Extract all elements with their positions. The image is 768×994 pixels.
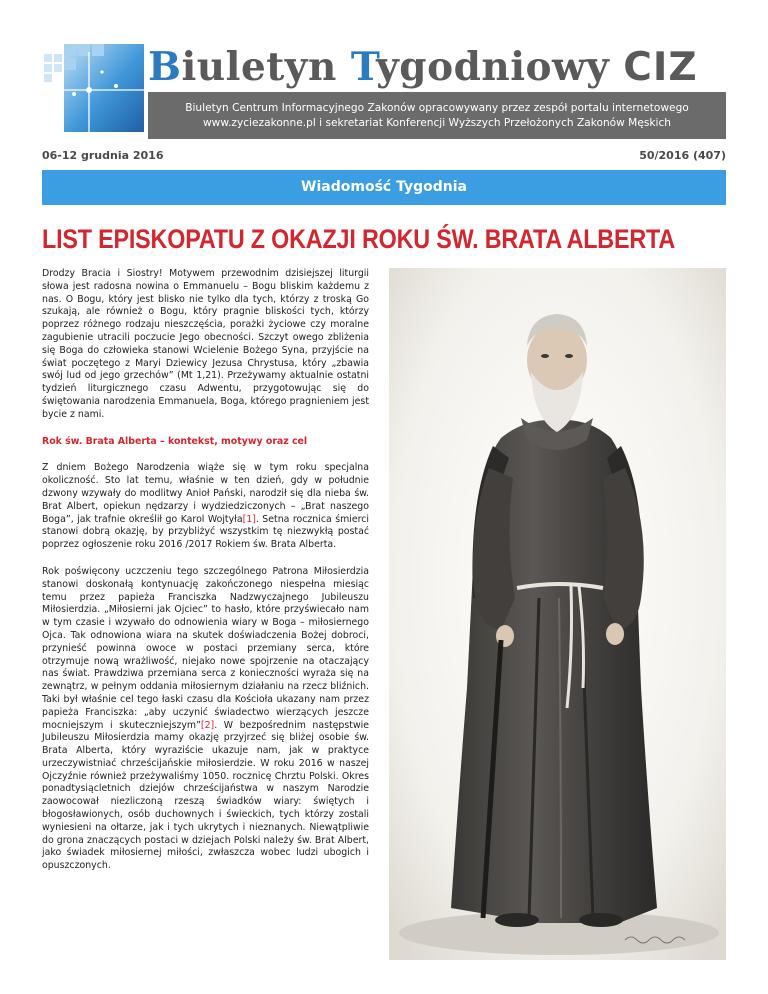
section-title-bar: Wiadomość Tygodnia	[42, 170, 726, 205]
title-initial-b: B	[148, 44, 182, 90]
footnote-ref-2[interactable]: [2]	[200, 719, 215, 731]
title-part-1: iuletyn	[181, 44, 351, 90]
paragraph-2-text-b: . Setna rocznica śmierci stanowi dobrą okazję, by przybliżyć wszystkim tę niezwykłą postać poprzez ogłoszenie roku 2016 /2017 Rokiem św. Brata Alberta.	[42, 513, 370, 551]
issue-date: 06-12 grudnia 2016	[42, 149, 164, 162]
masthead-title	[148, 44, 698, 94]
article-paragraph-3	[42, 566, 369, 873]
issue-number: 50/2016 (407)	[639, 149, 726, 162]
title-ciz: CIZ	[623, 45, 698, 90]
article-paragraph-2	[42, 462, 369, 552]
subtitle-line-2	[148, 116, 726, 131]
subtitle-line-1: Biuletyn Centrum Informacyjnego Zakonów opracowywany przez zespół portalu internetowego	[185, 102, 689, 114]
website-link[interactable]: www.zyciezakonne.pl	[203, 117, 316, 129]
paragraph-2-text-a: Z dniem Bożego Narodzenia wiąże się w tym roku specjalna okoliczność. Sto lat temu, właśnie w ten dzień, gdy w południe dzwony wzywały do modlitwy Anioł Pański, narodził się dla nieba św. Brat Albert, opiekun nędzarzy i wydziedziczonych – „Brat naszego Boga”, jak trafnie określił go Karol Wojtyła	[42, 462, 369, 525]
footnote-ref-1[interactable]: [1]	[242, 513, 256, 525]
article-headline: LIST EPISKOPATU Z OKAZJI ROKU ŚW. BRATA ALBERTA	[42, 224, 676, 254]
brother-albert-portrait	[389, 268, 726, 960]
article-subheading: Rok św. Brata Alberta – kontekst, motywy oraz cel	[42, 435, 308, 447]
article-body	[42, 268, 369, 887]
masthead-subtitle-bar	[148, 92, 726, 139]
subtitle-line-2-rest: i sekretariat Konferencji Wyższych Przełożonych Zakonów Męskich	[315, 117, 671, 129]
paragraph-3-text-b: . W bezpośrednim następstwie Jubileuszu Miłosierdzia mamy okazję przyjrzeć się bliżej osobie św. Brata Alberta, który wyraziście ukazuje nam, jak w praktyce urzeczywistniać chrześcijańskie miłosierdzie. W roku 2016 w naszej Ojczyźnie również przeżywaliśmy 1050. rocznicę Chrztu Polski. Okres ponadtysiącletnich dziejów chrześcijaństwa w naszym Narodzie zaowocował niezliczoną rzeszą świadków wiary: świętych i błogosławionych, osób duchownych i świeckich, tych którzy zostali wyniesieni na ołtarze, jak i tych ukrytych i nieznanych. Niewątpliwie do grona znaczących postaci w dziejach Polski należy św. Brat Albert, jako świadek miłosiernej miłości, zwłaszcza wobec ludzi ubogich i opuszczonych.	[42, 719, 369, 872]
title-initial-t: T	[350, 44, 377, 90]
issue-meta	[42, 149, 726, 165]
title-part-2: ygodniowy	[376, 44, 610, 90]
paragraph-3-text-a: Rok poświęcony uczczeniu tego szczególnego Patrona Miłosierdzia stanowi doskonałą kontynuację zakończonego niespełna miesiąc temu przez papieża Franciszka Nadzwyczajnego Jubileuszu Miłosierdzia. „Miłosierni jak Ojciec” to hasło, które przyświecało nam w tym czasie i wzywało do odnowienia wiary w Boga – miłosiernego Ojca. Tak odnowiona wiara na skutek doświadczenia Bożej dobroci, przynieść powinna owoce w postaci przemiany serca, które otrzymuje nową wrażliwość, niejako nowe spojrzenie na otaczający nas świat. Prawdziwa przemiana serca z konieczności wyraża się na zewnątrz, w pełnym oddania miłosiernym działaniu na rzecz bliźnich. Taki był właśnie cel tego łaski czasu dla Kościoła ukazany nam przez papieża Franciszka: „aby uczynić świadectwo wierzących jeszcze mocniejszym i skuteczniejszym”	[42, 565, 369, 731]
ciz-logo	[42, 44, 146, 132]
article-paragraph-1: Drodzy Bracia i Siostry! Motywem przewodnim dzisiejszej liturgii słowa jest radosna nowina o Emmanuelu – Bogu bliskim każdemu z nas. O Bogu, który jest blisko nie tylko dla tych, którzy z troską Go szukają, ale również o Bogu, który pragnie bliskości tych, którzy poprzez różnego rodzaju nieszczęścia, porażki życiowe czy moralne zagubienie utracili poczucie Jego obecności. Szczyt owego zbliżenia się Boga do człowieka stanowi Wcielenie Bożego Syna, przyjście na świat poczętego z Maryi Dziewicy Jezusa Chrystusa, który „zbawia swój lud od jego grzechów” (Mt 1,21). Przeżywamy aktualnie ostatni tydzień liturgicznego czasu Adwentu, przygotowując się do świętowania narodzenia Emmanuela, Boga, którego pragnieniem jest bycie z nami.	[42, 268, 369, 420]
